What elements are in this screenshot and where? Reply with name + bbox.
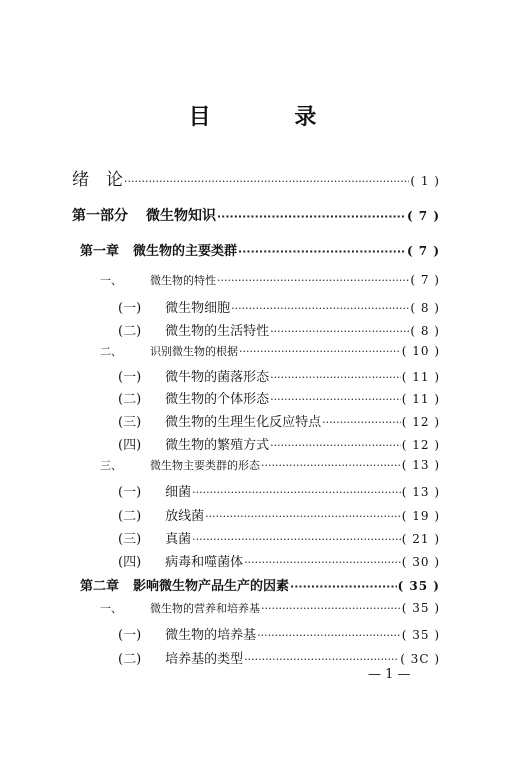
toc-leader-dots	[270, 439, 401, 452]
toc-leader-dots	[192, 486, 401, 499]
toc-entry	[118, 505, 440, 524]
toc-entry-page: ( 8 )	[410, 301, 440, 315]
toc-entry-label: 微生物的繁殖方式	[165, 438, 270, 453]
toc-entry-label: 微生物知识	[146, 208, 216, 224]
toc-leader-dots	[322, 416, 401, 429]
toc-entry-number: 一、	[100, 274, 122, 287]
toc-entry	[100, 343, 440, 359]
toc-entry-label: 微生物的主要类群	[133, 244, 238, 259]
toc-entry	[118, 366, 440, 385]
toc-entry-page: ( 7 )	[406, 244, 440, 258]
toc-entry	[118, 624, 440, 643]
toc-leader-dots	[261, 459, 401, 472]
toc-entry-label: 微生物的生活特性	[165, 324, 270, 339]
toc-entry-number: (四)	[118, 438, 142, 453]
toc-entry-label: 放线菌	[165, 509, 205, 524]
toc-entry-number: (二)	[118, 509, 142, 524]
toc-entry-page: ( 30 )	[401, 555, 440, 569]
toc-entry-number: (一)	[118, 628, 142, 643]
toc-entry	[118, 528, 440, 547]
toc-entry-number: 第二章	[80, 579, 120, 594]
toc-entry-label: 微生物的培养基	[165, 628, 257, 643]
toc-entry-page: ( 13 )	[401, 485, 440, 499]
toc-entry-number: 三、	[100, 459, 122, 472]
toc-entry	[100, 600, 440, 616]
toc-entry	[118, 388, 440, 407]
toc-entry-label: 微生物主要类群的形态	[150, 459, 260, 472]
toc-entry-number: (一)	[118, 370, 142, 385]
toc-entry-label: 微生物的生理生化反应特点	[165, 415, 322, 430]
toc-entry-number: (三)	[118, 415, 142, 430]
toc-entry-number: 第一部分	[72, 208, 128, 224]
toc-entry-page: ( 1 )	[410, 174, 440, 188]
toc-entry-label: 微生物细胞	[165, 301, 231, 316]
toc-entry-number: 二、	[100, 345, 122, 358]
toc-entry-page: ( 11 )	[401, 392, 440, 406]
toc-entry-page: ( 21 )	[401, 532, 440, 546]
page-title: 目 录	[188, 105, 355, 130]
toc-entry-label: 细菌	[165, 485, 192, 500]
toc-entry-number: 第一章	[80, 244, 120, 259]
toc-entry	[118, 481, 440, 500]
toc-leader-dots	[217, 274, 409, 287]
toc-leader-dots	[239, 345, 401, 358]
toc-entry-page: ( 19 )	[401, 509, 440, 523]
toc-entry	[118, 320, 440, 339]
toc-entry	[100, 457, 440, 473]
toc-entry-number: (二)	[118, 652, 142, 667]
toc-leader-dots	[244, 653, 399, 666]
page-number-footer: — 1 —	[368, 667, 411, 682]
toc-entry-label: 识别微生物的根据	[150, 345, 238, 358]
toc-entry-label: 影响微生物产品生产的因素	[133, 579, 290, 594]
toc-leader-dots	[238, 245, 406, 258]
toc-entry-page: ( 13 )	[401, 458, 440, 472]
toc-entry	[118, 648, 440, 667]
toc-leader-dots	[290, 580, 397, 593]
toc-entry-label: 微生物的营养和培养基	[150, 602, 260, 615]
toc-entry-number: (二)	[118, 392, 142, 407]
toc-entry-page: ( 12 )	[401, 438, 440, 452]
toc-entry-number: (一)	[118, 485, 142, 500]
toc-entry	[118, 551, 440, 570]
toc-entry-page: ( 35 )	[401, 628, 440, 642]
toc-leader-dots	[257, 629, 401, 642]
toc-entry-page: ( 7 )	[410, 273, 440, 287]
toc-entry-label: 病毒和噬菌体	[165, 555, 244, 570]
toc-leader-dots	[261, 602, 401, 615]
toc-entry	[118, 297, 440, 316]
toc-entry-number: (三)	[118, 532, 142, 547]
toc-leader-dots	[270, 393, 401, 406]
toc-entry-number: 一、	[100, 602, 122, 615]
toc-entry	[72, 165, 440, 190]
toc-leader-dots	[270, 371, 401, 384]
toc-entry-page: ( 35 )	[397, 579, 440, 593]
toc-leader-dots	[217, 210, 406, 223]
toc-entry-number: 绪 论	[72, 170, 123, 190]
toc-entry-label: 真菌	[165, 532, 192, 547]
toc-entry	[118, 411, 440, 430]
toc-entry	[118, 434, 440, 453]
toc-leader-dots	[270, 325, 409, 338]
toc-leader-dots	[192, 533, 401, 546]
toc-entry-page: ( 7 )	[406, 209, 440, 223]
toc-leader-dots	[205, 510, 401, 523]
toc-entry-label: 培养基的类型	[165, 652, 244, 667]
toc-entry-label: 微生物的特性	[150, 274, 216, 287]
toc-leader-dots	[231, 302, 409, 315]
toc-entry	[100, 272, 440, 288]
toc-entry-number: (二)	[118, 324, 142, 339]
toc-entry-page: ( 3C )	[400, 652, 440, 666]
toc-entry-number: (四)	[118, 555, 142, 570]
toc-entry-page: ( 11 )	[401, 370, 440, 384]
toc-entry-label: 微牛物的菌落形态	[165, 370, 270, 385]
toc-entry-page: ( 35 )	[401, 601, 440, 615]
toc-entry	[80, 575, 440, 594]
toc-entry-page: ( 8 )	[410, 324, 440, 338]
toc-entry-label: 微生物的个体形态	[165, 392, 270, 407]
toc-entry	[72, 205, 440, 225]
toc-leader-dots	[124, 175, 409, 188]
toc-leader-dots	[244, 556, 401, 569]
toc-entry	[80, 240, 440, 259]
toc-entry-page: ( 10 )	[401, 344, 440, 358]
toc-entry-page: ( 12 )	[401, 415, 440, 429]
toc-entry-number: (一)	[118, 301, 142, 316]
